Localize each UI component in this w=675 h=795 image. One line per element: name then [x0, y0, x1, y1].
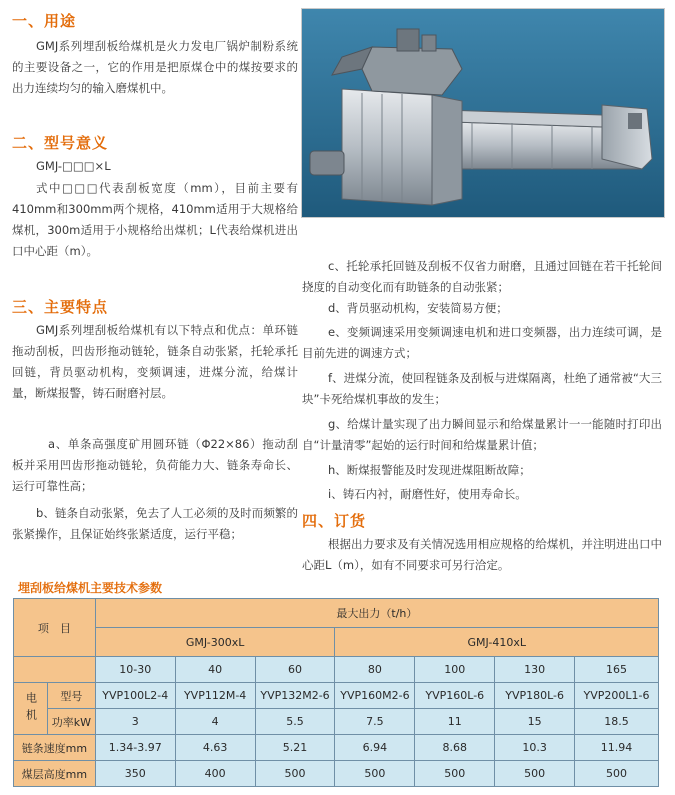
group-410-header: GMJ-410xL: [335, 628, 659, 657]
chain-speed-cell: 10.3: [495, 735, 575, 761]
power-cell: 4: [175, 709, 255, 735]
output-cell: 40: [175, 657, 255, 683]
coal-height-cell: 500: [415, 761, 495, 787]
row-label-chain-speed: 链条速度mm: [14, 735, 96, 761]
power-cell: 11: [415, 709, 495, 735]
power-cell: 5.5: [255, 709, 335, 735]
order-text: 根据出力要求及有关情况选用相应规格的给煤机，并注明进出口中心距L（m），如有不同要求可另行洽定。: [302, 537, 662, 572]
power-cell: 3: [95, 709, 175, 735]
output-cell: 10-30: [95, 657, 175, 683]
feature-d: d、背员驱动机构，安装简易方便；: [328, 301, 508, 315]
model-code: GMJ-□□□×L: [36, 159, 111, 173]
model-cell: YVP160L-6: [415, 683, 495, 709]
output-row-label: [14, 657, 96, 683]
features-intro: GMJ系列埋刮板给煤机有以下特点和优点：单环链拖动刮板，凹齿形拖动链轮，链条自动张紧，托轮承托回链，背员驱动机构，变频调速，进煤分流，给煤计量，断煤报警，铸石耐磨衬层。: [12, 323, 298, 400]
coal-height-cell: 350: [95, 761, 175, 787]
model-text: 式中□□□代表刮板宽度（mm），目前主要有410mm和300mm两个规格，410mm适用于大规格给煤机，300m适用于小规格给出煤机；L代表给煤机进出口中心距（m）。: [12, 181, 298, 258]
model-cell: YVP160M2-6: [335, 683, 415, 709]
feature-c: c、托轮承托回链及刮板不仅省力耐磨，且通过回链在若干托轮间挠度的自动变化而有助链条的自动张紧；: [302, 259, 662, 294]
section-heading-order: 四、订货: [302, 512, 367, 530]
model-cell: YVP112M-4: [175, 683, 255, 709]
row-label-coal-height: 煤层高度mm: [14, 761, 96, 787]
feature-h: h、断煤报警能及时发现进煤阻断故障；: [328, 463, 531, 477]
coal-height-cell: 500: [335, 761, 415, 787]
model-cell: YVP200L1-6: [575, 683, 659, 709]
feature-f: f、进煤分流，使回程链条及刮板与进煤隔离，杜绝了通常被“大三块”卡死给煤机事故的发生；: [302, 371, 662, 406]
output-cell: 60: [255, 657, 335, 683]
group-300-header: GMJ-300xL: [95, 628, 335, 657]
chain-speed-cell: 5.21: [255, 735, 335, 761]
chain-speed-cell: 4.63: [175, 735, 255, 761]
feature-b: b、链条自动张紧，免去了人工必须的及时而频繁的张紧操作，且保证始终张紧适度，运行平稳；: [12, 506, 298, 541]
section-heading-use: 一、用途: [12, 12, 77, 30]
output-cell: 100: [415, 657, 495, 683]
coal-height-cell: 500: [495, 761, 575, 787]
model-cell: YVP100L2-4: [95, 683, 175, 709]
coal-height-cell: 500: [575, 761, 659, 787]
feature-a: a、单条高强度矿用圆环链（Φ22×86）拖动刮板并采用凹齿形拖动链轮，负荷能力大、链条寿命长、运行可靠性高；: [12, 437, 298, 493]
chain-speed-cell: 8.68: [415, 735, 495, 761]
feature-e: e、变频调速采用变频调速电机和进口变频器，出力连续可调，是目前先进的调速方式；: [302, 325, 662, 360]
section-heading-model: 二、型号意义: [12, 134, 109, 152]
chain-speed-cell: 11.94: [575, 735, 659, 761]
coal-feeder-illustration: [302, 9, 664, 217]
coal-height-cell: 400: [175, 761, 255, 787]
output-cell: 165: [575, 657, 659, 683]
spec-table: [13, 598, 659, 787]
chain-speed-cell: 1.34-3.97: [95, 735, 175, 761]
max-output-header: 最大出力（t/h）: [95, 599, 658, 628]
feature-g: g、给煤计量实现了出力瞬间显示和给煤量累计一一能随时打印出自“计量清零”起始的运行时间和给煤量累计值；: [302, 417, 662, 452]
power-cell: 18.5: [575, 709, 659, 735]
power-cell: 7.5: [335, 709, 415, 735]
output-cell: 130: [495, 657, 575, 683]
section-heading-features: 三、主要特点: [12, 298, 109, 316]
feature-i: i、铸石内衬，耐磨性好，使用寿命长。: [328, 487, 527, 501]
use-text: GMJ系列埋刮板给煤机是火力发电厂锅炉制粉系统的主要设备之一，它的作用是把原煤仓中的煤按要求的出力连续均匀的输入磨煤机中。: [12, 39, 298, 95]
power-cell: 15: [495, 709, 575, 735]
row-label-model: 型号: [47, 683, 95, 709]
chain-speed-cell: 6.94: [335, 735, 415, 761]
row-label-power: 功率kW: [47, 709, 95, 735]
output-cell: 80: [335, 657, 415, 683]
coal-feeder-photo: [301, 8, 665, 218]
model-cell: YVP132M2-6: [255, 683, 335, 709]
coal-height-cell: 500: [255, 761, 335, 787]
model-cell: YVP180L-6: [495, 683, 575, 709]
table-title: 埋刮板给煤机主要技术参数: [18, 581, 163, 595]
motor-label: 电机: [14, 683, 48, 735]
item-header: 项 目: [14, 599, 96, 657]
